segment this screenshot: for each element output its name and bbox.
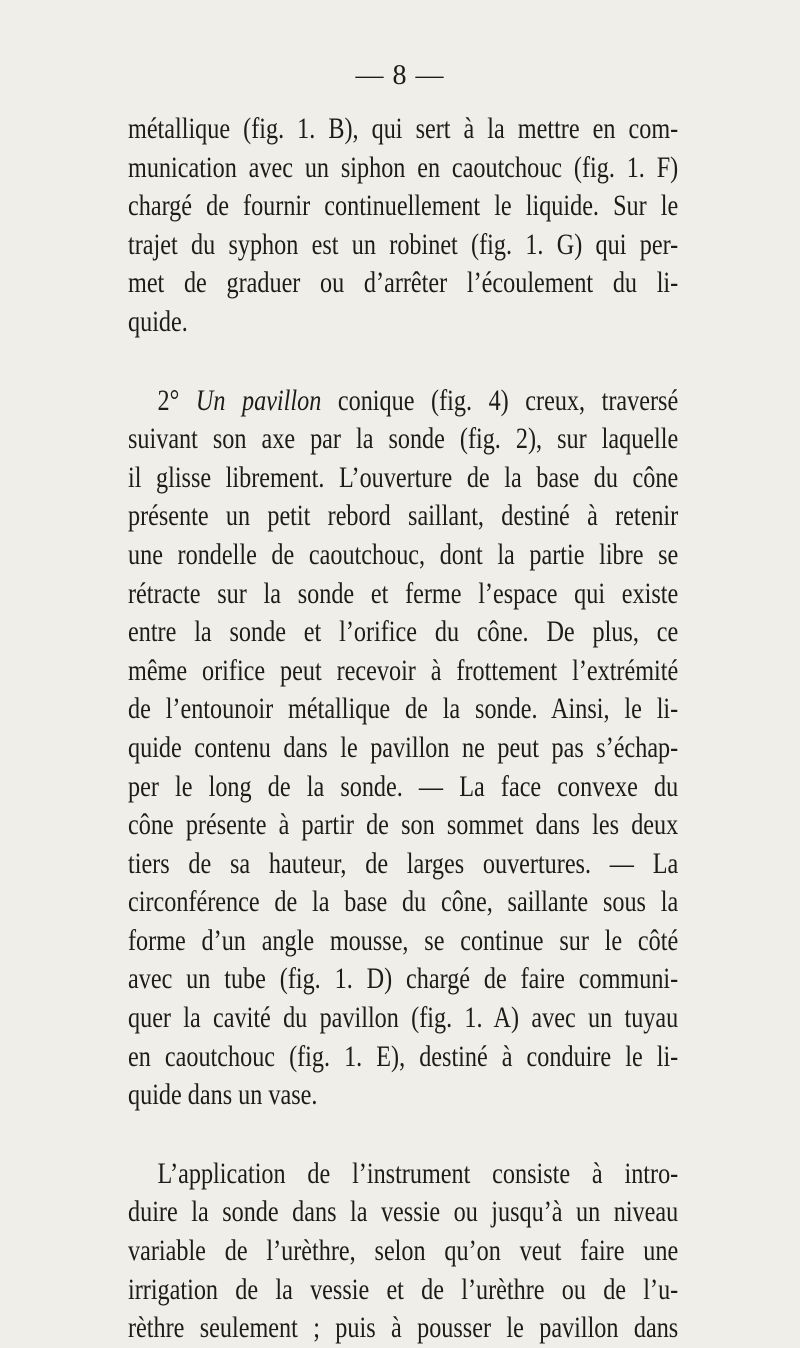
text-line: métallique (fig. 1. B), qui sert à la mettre en com- (128, 113, 679, 145)
page-number: — 8 — (355, 60, 445, 91)
italic-term: Un pavillon (195, 384, 322, 417)
paragraph-3 (128, 1155, 678, 1348)
text-line: trajet du syphon est un robinet (fig. 1. G) qui per- (128, 228, 679, 261)
section-number: 2° (157, 384, 196, 417)
text-line: quer la cavité du pavillon (fig. 1. A) avec un tuyau (128, 1002, 679, 1035)
body-text (128, 110, 678, 1348)
text-line: rétracte sur la sonde et ferme l’espace qui existe (128, 577, 679, 610)
text-line: avec un tube (fig. 1. D) chargé de faire communi- (128, 963, 679, 996)
text-line: variable de l’urèthre, selon qu’on veut faire une (128, 1235, 679, 1268)
text-line: forme d’un angle mousse, se continue sur le côté (128, 924, 679, 957)
text-line: suivant son axe par la sonde (fig. 2), sur laquelle (128, 423, 679, 456)
paragraph-1 (128, 110, 678, 342)
text-line: munication avec un siphon en caoutchouc (fig. 1. F) (128, 151, 679, 184)
text-line: quide dans un vase. (128, 1079, 318, 1112)
text-line: chargé de fournir continuellement le liquide. Sur le (128, 190, 679, 223)
text-line: irrigation de la vessie et de l’urèthre ou de l’u- (128, 1273, 679, 1306)
text-line: rèthre seulement ; puis à pousser le pavillon dans (128, 1312, 679, 1345)
text-line: même orifice peut recevoir à frottement l’extrémité (128, 654, 679, 687)
text-line: met de graduer ou d’arrêter l’écoulement du li- (128, 267, 679, 300)
text-line: une rondelle de caoutchouc, dont la partie libre se (128, 538, 679, 571)
paragraph-gap (128, 342, 678, 382)
text-line: circonférence de la base du cône, saillante sous la (128, 886, 679, 919)
text-line: il glisse librement. L’ouverture de la base du cône (128, 461, 679, 494)
text-line: duire la sonde dans la vessie ou jusqu’à un niveau (128, 1196, 679, 1229)
text-line: quide contenu dans le pavillon ne peut pas s’échap- (128, 731, 679, 764)
text-line: cône présente à partir de son sommet dans les deux (128, 809, 679, 842)
text-line-first (128, 382, 678, 421)
first-line-rest: conique (fig. 4) creux, traversé (321, 384, 679, 417)
text-line: quide. (128, 305, 188, 338)
paragraph-gap (128, 1115, 678, 1155)
text-line: de l’entounoir métallique de la sonde. Ainsi, le li- (128, 693, 679, 726)
text-line: entre la sonde et l’orifice du cône. De plus, ce (128, 616, 679, 649)
text-line: présente un petit rebord saillant, destiné à retenir (128, 500, 679, 533)
text-line: tiers de sa hauteur, de larges ouvertures. — La (128, 847, 679, 880)
paragraph-2 (128, 382, 678, 1115)
text-line-first: L’application de l’instrument consiste à intro- (157, 1157, 679, 1190)
text-line: en caoutchouc (fig. 1. E), destiné à conduire le li- (128, 1040, 679, 1073)
text-line: per le long de la sonde. — La face convexe du (128, 770, 679, 803)
